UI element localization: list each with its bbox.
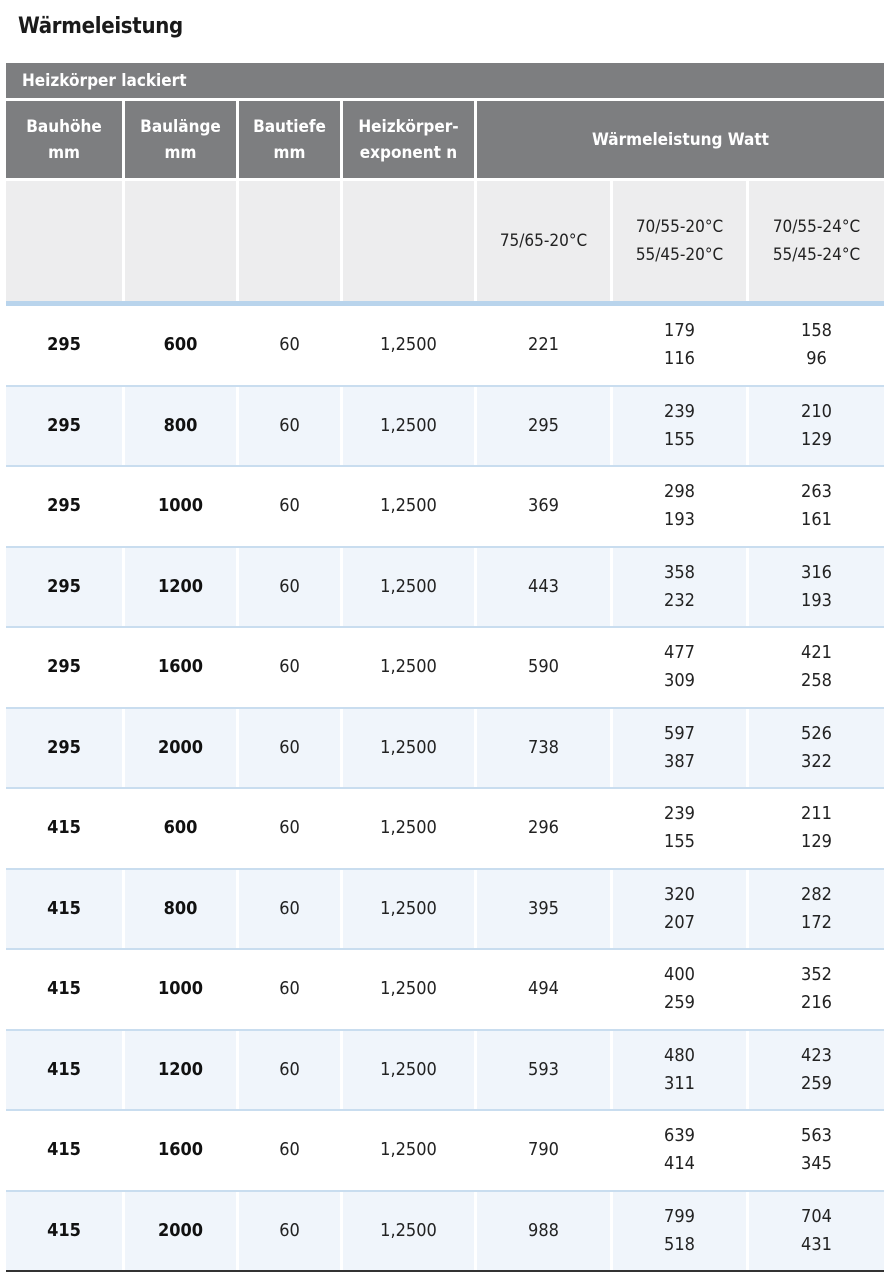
cell-bauhoehe: 415 — [6, 789, 125, 868]
cell-watt-24 — [749, 1111, 884, 1190]
table-row — [6, 1031, 884, 1112]
cell-bautiefe: 60 — [239, 1031, 343, 1110]
cell-watt-70-55-24: 282 — [801, 883, 832, 905]
cell-exponent: 1,2500 — [343, 1111, 477, 1190]
cell-watt-55-45-20: 309 — [664, 670, 695, 692]
cell-bautiefe: 60 — [239, 306, 343, 385]
cell-watt-75-65-20: 494 — [477, 950, 613, 1029]
cell-baulaenge: 1200 — [125, 1031, 239, 1110]
subheader-c2-line2: 55/45-20°C — [635, 245, 724, 265]
cell-bauhoehe: 295 — [6, 306, 125, 385]
subheader-c1-line: 75/65-20°C — [499, 231, 588, 251]
cell-bauhoehe: 295 — [6, 548, 125, 627]
cell-watt-70-55-20: 320 — [664, 883, 695, 905]
cell-watt-20 — [613, 1192, 749, 1271]
cell-watt-70-55-20: 358 — [664, 561, 695, 583]
cell-bauhoehe: 295 — [6, 628, 125, 707]
cell-watt-55-45-24: 161 — [801, 509, 832, 531]
header-leistung: Wärmeleistung Watt — [477, 101, 884, 181]
header-exponent — [343, 101, 477, 181]
cell-watt-75-65-20: 443 — [477, 548, 613, 627]
table-caption: Heizkörper lackiert — [6, 63, 884, 101]
cell-watt-24 — [749, 1031, 884, 1110]
subheader-c2-line1: 70/55-20°C — [635, 217, 724, 237]
cell-watt-70-55-24: 158 — [801, 320, 832, 342]
cell-watt-75-65-20: 395 — [477, 870, 613, 949]
subheader-empty — [6, 181, 125, 301]
table-row — [6, 628, 884, 709]
table-row — [6, 387, 884, 468]
cell-bauhoehe: 415 — [6, 950, 125, 1029]
cell-watt-20 — [613, 709, 749, 788]
subheader-75-65-20 — [477, 181, 613, 301]
cell-watt-24 — [749, 1192, 884, 1271]
cell-watt-20 — [613, 548, 749, 627]
cell-watt-75-65-20: 988 — [477, 1192, 613, 1271]
cell-watt-70-55-24: 563 — [801, 1125, 832, 1147]
cell-baulaenge: 1000 — [125, 950, 239, 1029]
cell-bautiefe: 60 — [239, 1192, 343, 1271]
cell-watt-24 — [749, 709, 884, 788]
cell-watt-75-65-20: 369 — [477, 467, 613, 546]
cell-watt-24 — [749, 387, 884, 466]
cell-watt-70-55-24: 526 — [801, 722, 832, 744]
cell-watt-20 — [613, 870, 749, 949]
header-exponent-unit: exponent n — [359, 142, 458, 163]
table-row — [6, 870, 884, 951]
cell-baulaenge: 600 — [125, 789, 239, 868]
cell-exponent: 1,2500 — [343, 548, 477, 627]
subheader-70-55-20 — [613, 181, 749, 301]
cell-exponent: 1,2500 — [343, 950, 477, 1029]
header-bauhoehe — [6, 101, 125, 181]
cell-watt-75-65-20: 590 — [477, 628, 613, 707]
header-bautiefe-label: Bautiefe — [253, 116, 326, 137]
cell-exponent: 1,2500 — [343, 628, 477, 707]
cell-watt-24 — [749, 467, 884, 546]
cell-watt-75-65-20: 738 — [477, 709, 613, 788]
header-bautiefe — [239, 101, 343, 181]
cell-watt-70-55-20: 400 — [664, 964, 695, 986]
table-row — [6, 467, 884, 548]
cell-watt-55-45-24: 216 — [801, 992, 832, 1014]
cell-watt-24 — [749, 306, 884, 385]
header-exponent-label: Heizkörper- — [358, 116, 459, 137]
cell-watt-70-55-24: 423 — [801, 1044, 832, 1066]
cell-bautiefe: 60 — [239, 789, 343, 868]
cell-bauhoehe: 415 — [6, 1111, 125, 1190]
cell-watt-20 — [613, 950, 749, 1029]
cell-watt-55-45-20: 311 — [664, 1072, 695, 1094]
cell-watt-70-55-20: 799 — [664, 1205, 695, 1227]
cell-watt-75-65-20: 221 — [477, 306, 613, 385]
subheader-empty — [125, 181, 239, 301]
table-body — [6, 306, 884, 1272]
cell-watt-20 — [613, 628, 749, 707]
subheader-c3-line1: 70/55-24°C — [772, 217, 861, 237]
cell-watt-70-55-20: 597 — [664, 722, 695, 744]
cell-bauhoehe: 295 — [6, 467, 125, 546]
table-row — [6, 1111, 884, 1192]
cell-watt-55-45-24: 129 — [801, 428, 832, 450]
cell-watt-55-45-20: 259 — [664, 992, 695, 1014]
cell-watt-70-55-24: 211 — [801, 803, 832, 825]
cell-watt-55-45-24: 172 — [801, 911, 832, 933]
cell-watt-75-65-20: 593 — [477, 1031, 613, 1110]
cell-watt-55-45-24: 258 — [801, 670, 832, 692]
cell-baulaenge: 800 — [125, 870, 239, 949]
cell-watt-70-55-20: 480 — [664, 1044, 695, 1066]
cell-watt-20 — [613, 467, 749, 546]
cell-bauhoehe: 415 — [6, 870, 125, 949]
subheader-c3-line2: 55/45-24°C — [772, 245, 861, 265]
cell-bauhoehe: 415 — [6, 1192, 125, 1271]
table-row — [6, 548, 884, 629]
cell-watt-70-55-24: 316 — [801, 561, 832, 583]
header-bautiefe-unit: mm — [273, 142, 306, 163]
subheader-empty — [239, 181, 343, 301]
cell-bautiefe: 60 — [239, 870, 343, 949]
cell-bautiefe: 60 — [239, 950, 343, 1029]
cell-exponent: 1,2500 — [343, 709, 477, 788]
cell-watt-70-55-20: 239 — [664, 400, 695, 422]
cell-watt-75-65-20: 295 — [477, 387, 613, 466]
cell-exponent: 1,2500 — [343, 306, 477, 385]
cell-baulaenge: 1000 — [125, 467, 239, 546]
cell-watt-70-55-20: 298 — [664, 481, 695, 503]
cell-watt-55-45-20: 155 — [664, 428, 695, 450]
cell-watt-70-55-24: 704 — [801, 1205, 832, 1227]
cell-watt-55-45-20: 232 — [664, 589, 695, 611]
cell-bautiefe: 60 — [239, 467, 343, 546]
cell-watt-70-55-24: 352 — [801, 964, 832, 986]
cell-bautiefe: 60 — [239, 387, 343, 466]
table-row — [6, 1192, 884, 1273]
cell-baulaenge: 1600 — [125, 628, 239, 707]
cell-watt-24 — [749, 628, 884, 707]
page-title: Wärmeleistung — [18, 14, 183, 39]
subheader-empty — [343, 181, 477, 301]
cell-watt-20 — [613, 387, 749, 466]
cell-watt-55-45-24: 431 — [801, 1233, 832, 1255]
cell-baulaenge: 600 — [125, 306, 239, 385]
table-row — [6, 709, 884, 790]
cell-baulaenge: 2000 — [125, 709, 239, 788]
cell-watt-55-45-24: 193 — [801, 589, 832, 611]
cell-watt-70-55-20: 477 — [664, 642, 695, 664]
cell-watt-55-45-20: 414 — [664, 1153, 695, 1175]
cell-watt-55-45-24: 345 — [801, 1153, 832, 1175]
cell-watt-70-55-24: 421 — [801, 642, 832, 664]
cell-bautiefe: 60 — [239, 628, 343, 707]
heat-output-table — [6, 63, 884, 1272]
cell-watt-20 — [613, 1031, 749, 1110]
subheader-70-55-24 — [749, 181, 884, 301]
table-row — [6, 789, 884, 870]
cell-exponent: 1,2500 — [343, 387, 477, 466]
cell-watt-55-45-20: 193 — [664, 509, 695, 531]
cell-watt-70-55-20: 639 — [664, 1125, 695, 1147]
cell-watt-55-45-20: 116 — [664, 348, 695, 370]
cell-watt-55-45-20: 207 — [664, 911, 695, 933]
cell-baulaenge: 2000 — [125, 1192, 239, 1271]
cell-watt-55-45-24: 129 — [801, 831, 832, 853]
header-baulaenge — [125, 101, 239, 181]
cell-bautiefe: 60 — [239, 548, 343, 627]
cell-watt-55-45-20: 155 — [664, 831, 695, 853]
cell-watt-20 — [613, 1111, 749, 1190]
cell-watt-75-65-20: 296 — [477, 789, 613, 868]
table-row — [6, 306, 884, 387]
header-baulaenge-label: Baulänge — [140, 116, 221, 137]
header-bauhoehe-label: Bauhöhe — [26, 116, 102, 137]
cell-exponent: 1,2500 — [343, 1192, 477, 1271]
cell-baulaenge: 1600 — [125, 1111, 239, 1190]
cell-exponent: 1,2500 — [343, 870, 477, 949]
table-row — [6, 950, 884, 1031]
cell-watt-24 — [749, 950, 884, 1029]
cell-baulaenge: 1200 — [125, 548, 239, 627]
cell-watt-55-45-24: 96 — [806, 348, 827, 370]
cell-bautiefe: 60 — [239, 709, 343, 788]
header-row — [6, 101, 884, 181]
cell-watt-20 — [613, 789, 749, 868]
cell-watt-55-45-24: 259 — [801, 1072, 832, 1094]
header-baulaenge-unit: mm — [164, 142, 197, 163]
cell-watt-70-55-20: 179 — [664, 320, 695, 342]
cell-watt-24 — [749, 548, 884, 627]
cell-baulaenge: 800 — [125, 387, 239, 466]
cell-watt-55-45-20: 518 — [664, 1233, 695, 1255]
cell-watt-20 — [613, 306, 749, 385]
cell-watt-24 — [749, 789, 884, 868]
cell-watt-55-45-20: 387 — [664, 750, 695, 772]
cell-exponent: 1,2500 — [343, 789, 477, 868]
cell-bautiefe: 60 — [239, 1111, 343, 1190]
subheader-row — [6, 181, 884, 301]
cell-exponent: 1,2500 — [343, 467, 477, 546]
cell-watt-70-55-20: 239 — [664, 803, 695, 825]
cell-exponent: 1,2500 — [343, 1031, 477, 1110]
header-bauhoehe-unit: mm — [48, 142, 80, 163]
cell-bauhoehe: 295 — [6, 709, 125, 788]
cell-watt-70-55-24: 263 — [801, 481, 832, 503]
cell-watt-24 — [749, 870, 884, 949]
cell-watt-75-65-20: 790 — [477, 1111, 613, 1190]
cell-bauhoehe: 295 — [6, 387, 125, 466]
cell-watt-55-45-24: 322 — [801, 750, 832, 772]
cell-watt-70-55-24: 210 — [801, 400, 832, 422]
cell-bauhoehe: 415 — [6, 1031, 125, 1110]
